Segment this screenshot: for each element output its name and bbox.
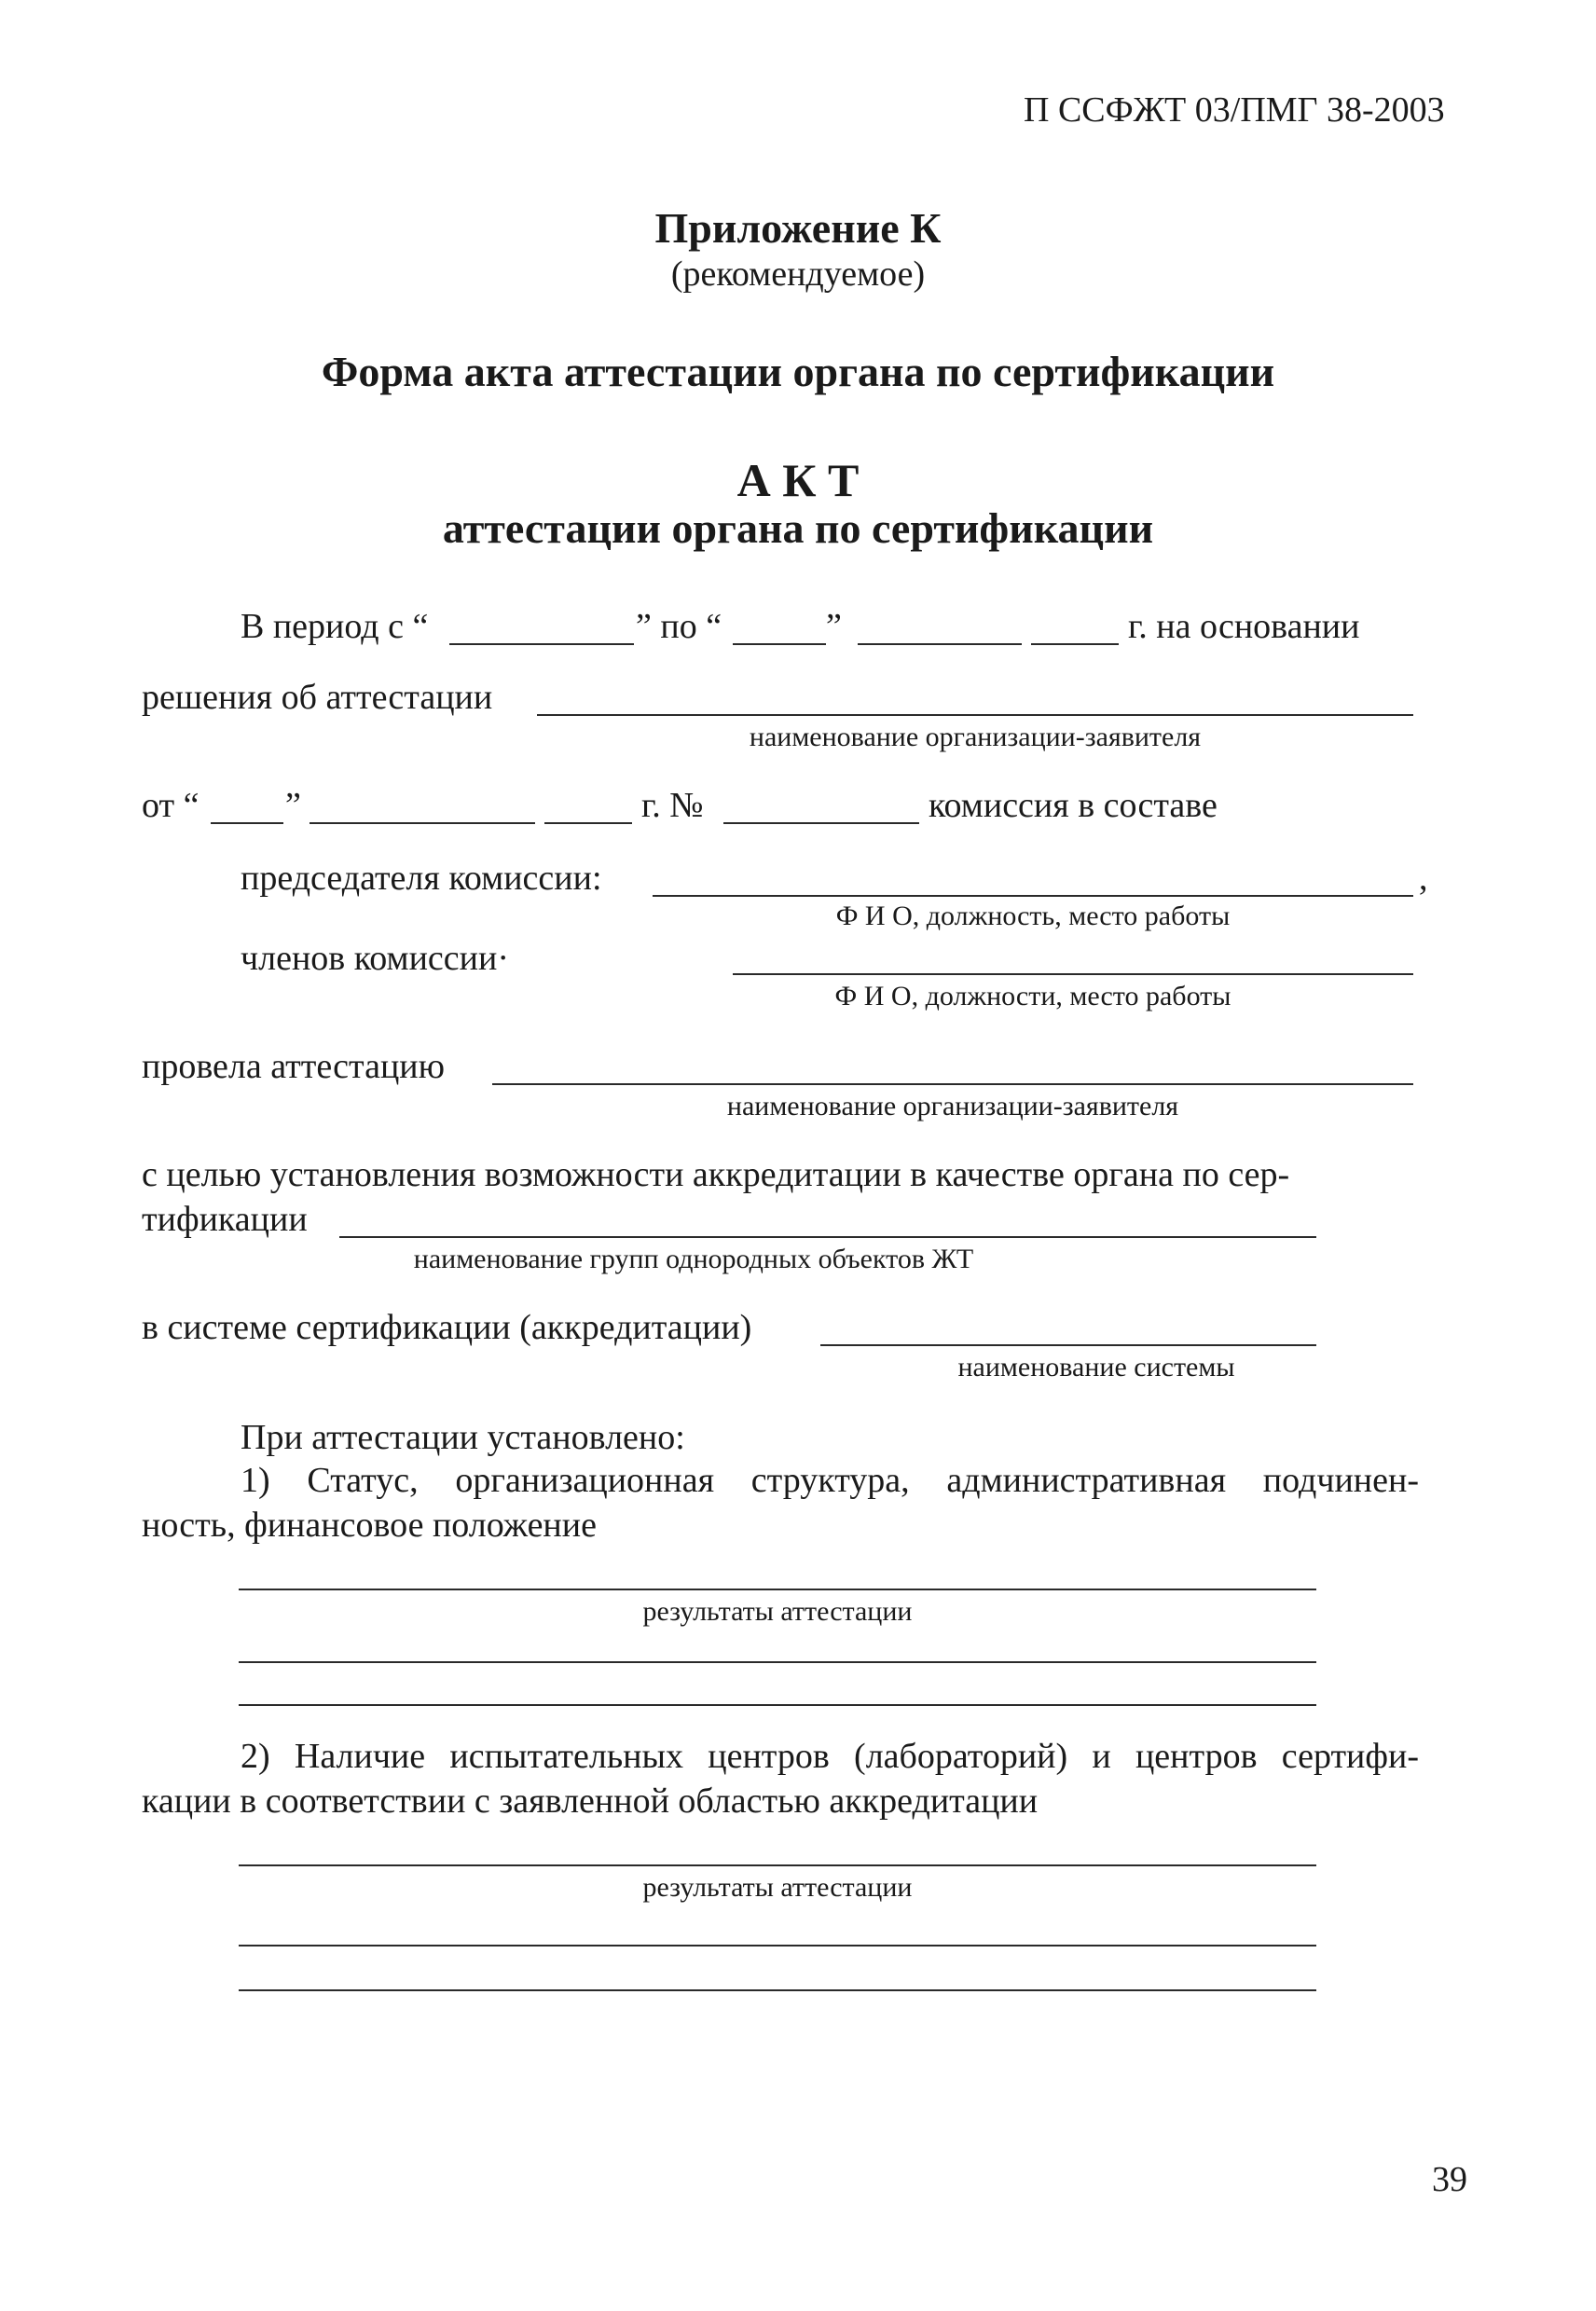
caption-results-1: результаты аттестации [642, 1596, 913, 1627]
item1-line-1: 1) Статус, организационная структура, административная подчинен- [241, 1461, 1419, 1500]
object-groups-blank[interactable] [339, 1236, 1316, 1238]
commission-label: комиссия в составе [929, 786, 1218, 825]
caption-applicant-name: наименование организации-заявителя [749, 722, 1202, 752]
caption-fio-positions: Ф И О, должности, место работы [834, 981, 1231, 1011]
system-label: в системе сертификации (аккредитации) [142, 1308, 752, 1347]
item2-line-2: кации в соответствии с заявленной областью аккредитации [142, 1781, 1039, 1821]
chair-comma: , [1419, 859, 1428, 898]
year-number-label: г. № [641, 786, 704, 825]
item2-line-1: 2) Наличие испытательных центров (лабораторий) и центров сертифи- [241, 1737, 1419, 1776]
period-from-blank[interactable] [449, 643, 634, 645]
caption-system: наименование системы [957, 1352, 1235, 1382]
decision-label: решения об аттестации [142, 678, 493, 717]
from-close-quote: ” [285, 786, 301, 825]
item1-line-2: ность, финансовое положение [142, 1506, 597, 1545]
period-month-blank[interactable] [858, 643, 1022, 645]
appendix-title: Приложение К [654, 204, 942, 252]
form-title: Форма акта аттестации органа по сертификации [321, 348, 1275, 395]
item2-result-blank-1[interactable] [239, 1864, 1316, 1866]
item1-result-blank-2[interactable] [239, 1661, 1316, 1663]
conducted-label: провела аттестацию [142, 1047, 446, 1086]
decision-number-blank[interactable] [723, 822, 919, 824]
established-heading: При аттестации установлено: [241, 1418, 685, 1457]
caption-applicant-name-2: наименование организации-заявителя [726, 1091, 1179, 1121]
item1-result-blank-3[interactable] [239, 1704, 1316, 1706]
period-prefix: В период с “ [241, 607, 429, 646]
period-mid: ” по “ [636, 607, 722, 646]
purpose-line-2: тификации [142, 1200, 308, 1239]
chair-blank[interactable] [653, 895, 1413, 897]
from-year-blank[interactable] [544, 822, 632, 824]
members-blank[interactable] [733, 973, 1413, 975]
conducted-applicant-blank[interactable] [492, 1083, 1413, 1085]
page-number: 39 [1432, 2160, 1467, 2199]
caption-fio-position: Ф И О, должность, место работы [835, 901, 1231, 931]
from-prefix: от “ [142, 786, 200, 825]
item2-result-blank-3[interactable] [239, 1989, 1316, 1991]
decision-applicant-blank[interactable] [537, 714, 1413, 716]
period-close-quote: ” [826, 607, 842, 646]
item1-result-blank-1[interactable] [239, 1589, 1316, 1590]
purpose-line-1: с целью установления возможности аккредитации в качестве органа по сер- [142, 1155, 1290, 1194]
system-blank[interactable] [820, 1344, 1316, 1346]
period-to-blank[interactable] [733, 643, 826, 645]
chair-label: председателя комиссии: [241, 859, 602, 898]
item2-result-blank-2[interactable] [239, 1945, 1316, 1946]
caption-object-groups: наименование групп однородных объектов ЖТ [413, 1244, 974, 1274]
from-month-blank[interactable] [310, 822, 535, 824]
act-title: А К Т [736, 454, 860, 506]
period-year-blank[interactable] [1031, 643, 1119, 645]
period-suffix: г. на основании [1128, 607, 1360, 646]
document-code: П ССФЖТ 03/ПМГ 38-2003 [1024, 90, 1445, 130]
members-label: членов комиссии· [241, 939, 509, 978]
from-day-blank[interactable] [211, 822, 283, 824]
act-subtitle: аттестации органа по сертификации [442, 504, 1154, 552]
appendix-subtitle: (рекомендуемое) [670, 254, 926, 294]
caption-results-2: результаты аттестации [642, 1872, 913, 1903]
